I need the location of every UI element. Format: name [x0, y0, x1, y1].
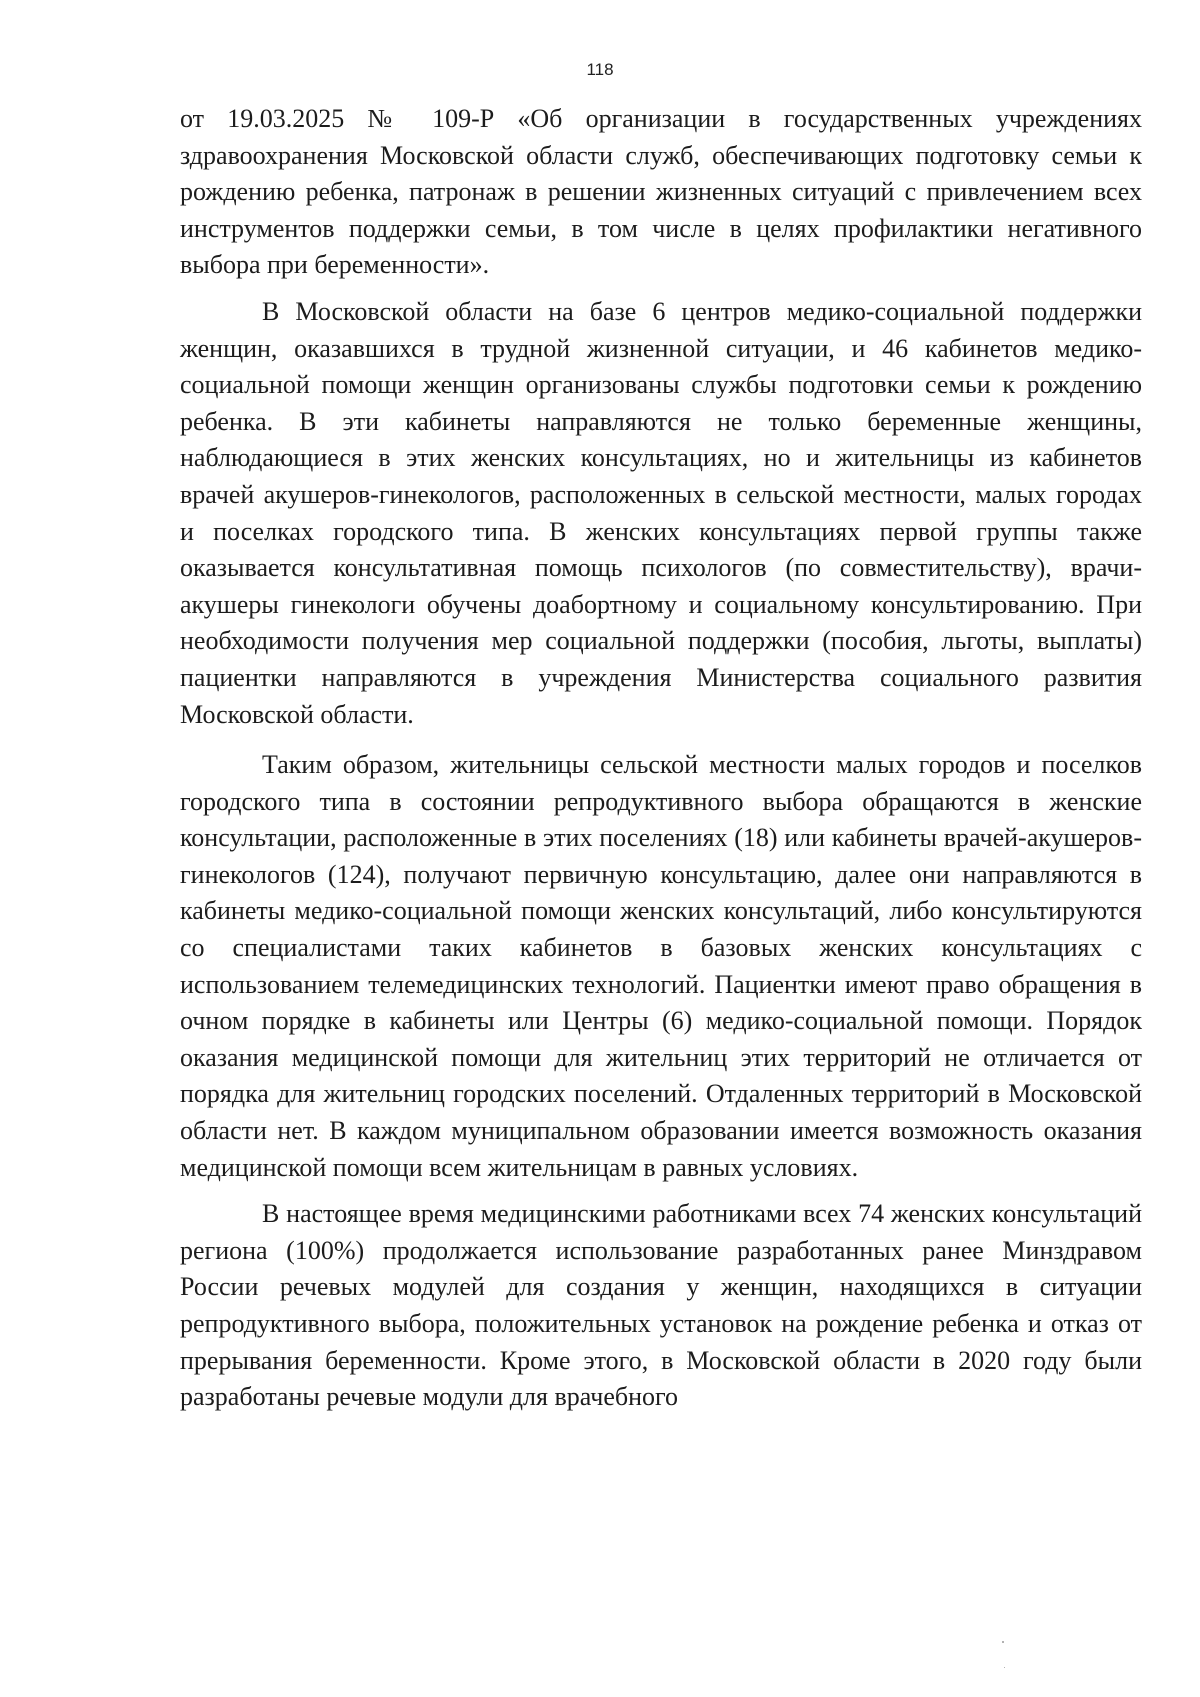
paragraph-continuation: от 19.03.2025 № 109-Р «Об организации в государственных учреждениях здравоохранения Московской области служб, обеспечивающих подготовку семьи к рождению ребенка, патронаж в решении жизненных ситуаций с привлечением всех инструментов поддержки семьи, в том числе в целях профилактики негативного выбора при беременности».: [180, 104, 1142, 280]
paragraph-support-centers: В Московской области на базе 6 центров медико-социальной поддержки женщин, оказавшихся в трудной жизненной ситуации, и 46 кабинетов медико-социальной помощи женщин организованы службы подготовки семьи к рождению ребенка. В эти кабинеты направляются не только беременные женщины, наблюдающиеся в этих женских консультациях, но и жительницы из кабинетов врачей акушеров-гинекологов, расположенных в сельской местности, малых городах и поселках городского типа. В женских консультациях первой группы также оказывается консультативная помощь психологов (по совместительству), врачи-акушеры гинекологи обучены доабортному и социальному консультированию. При необходимости получения мер социальной поддержки (пособия, льготы, выплаты) пациентки направляются в учреждения Министерства социального развития Московской области.: [180, 296, 1142, 729]
paragraph-rural-residents: Таким образом, жительницы сельской местности малых городов и поселков городского типа в состоянии репродуктивного выбора обращаются в женские консультации, расположенные в этих поселениях (18) или кабинеты врачей-акушеров-гинекологов (124), получают первичную консультацию, далее они направляются в кабинеты медико-социальной помощи женских консультаций, либо консультируются со специалистами таких кабинетов в базовых женских консультациях с использованием телемедицинских технологий. Пациентки имеют право обращения в очном порядке в кабинеты или Центры (6) медико-социальной помощи. Порядок оказания медицинской помощи для жительниц этих территорий не отличается от порядка для жительниц городских поселений. Отдаленных территорий в Московской области нет. В каждом муниципальном образовании имеется возможность оказания медицинской помощи всем жительницам в равных условиях.: [180, 750, 1142, 1182]
paragraph-speech-modules: В настоящее время медицинскими работниками всех 74 женских консультаций региона (100%) продолжается использование разработанных ранее Минздравом России речевых модулей для создания у женщин, находящихся в ситуации репродуктивного выбора, положительных установок на рождение ребенка и отказ от прерывания беременности. Кроме этого, в Московской области в 2020 году были разработаны речевые модули для врачебного: [180, 1199, 1142, 1412]
page-number: 118: [586, 60, 614, 79]
scan-speck: [1004, 1667, 1005, 1668]
scan-speck: [1002, 1641, 1004, 1643]
document-body: [180, 101, 1142, 1416]
